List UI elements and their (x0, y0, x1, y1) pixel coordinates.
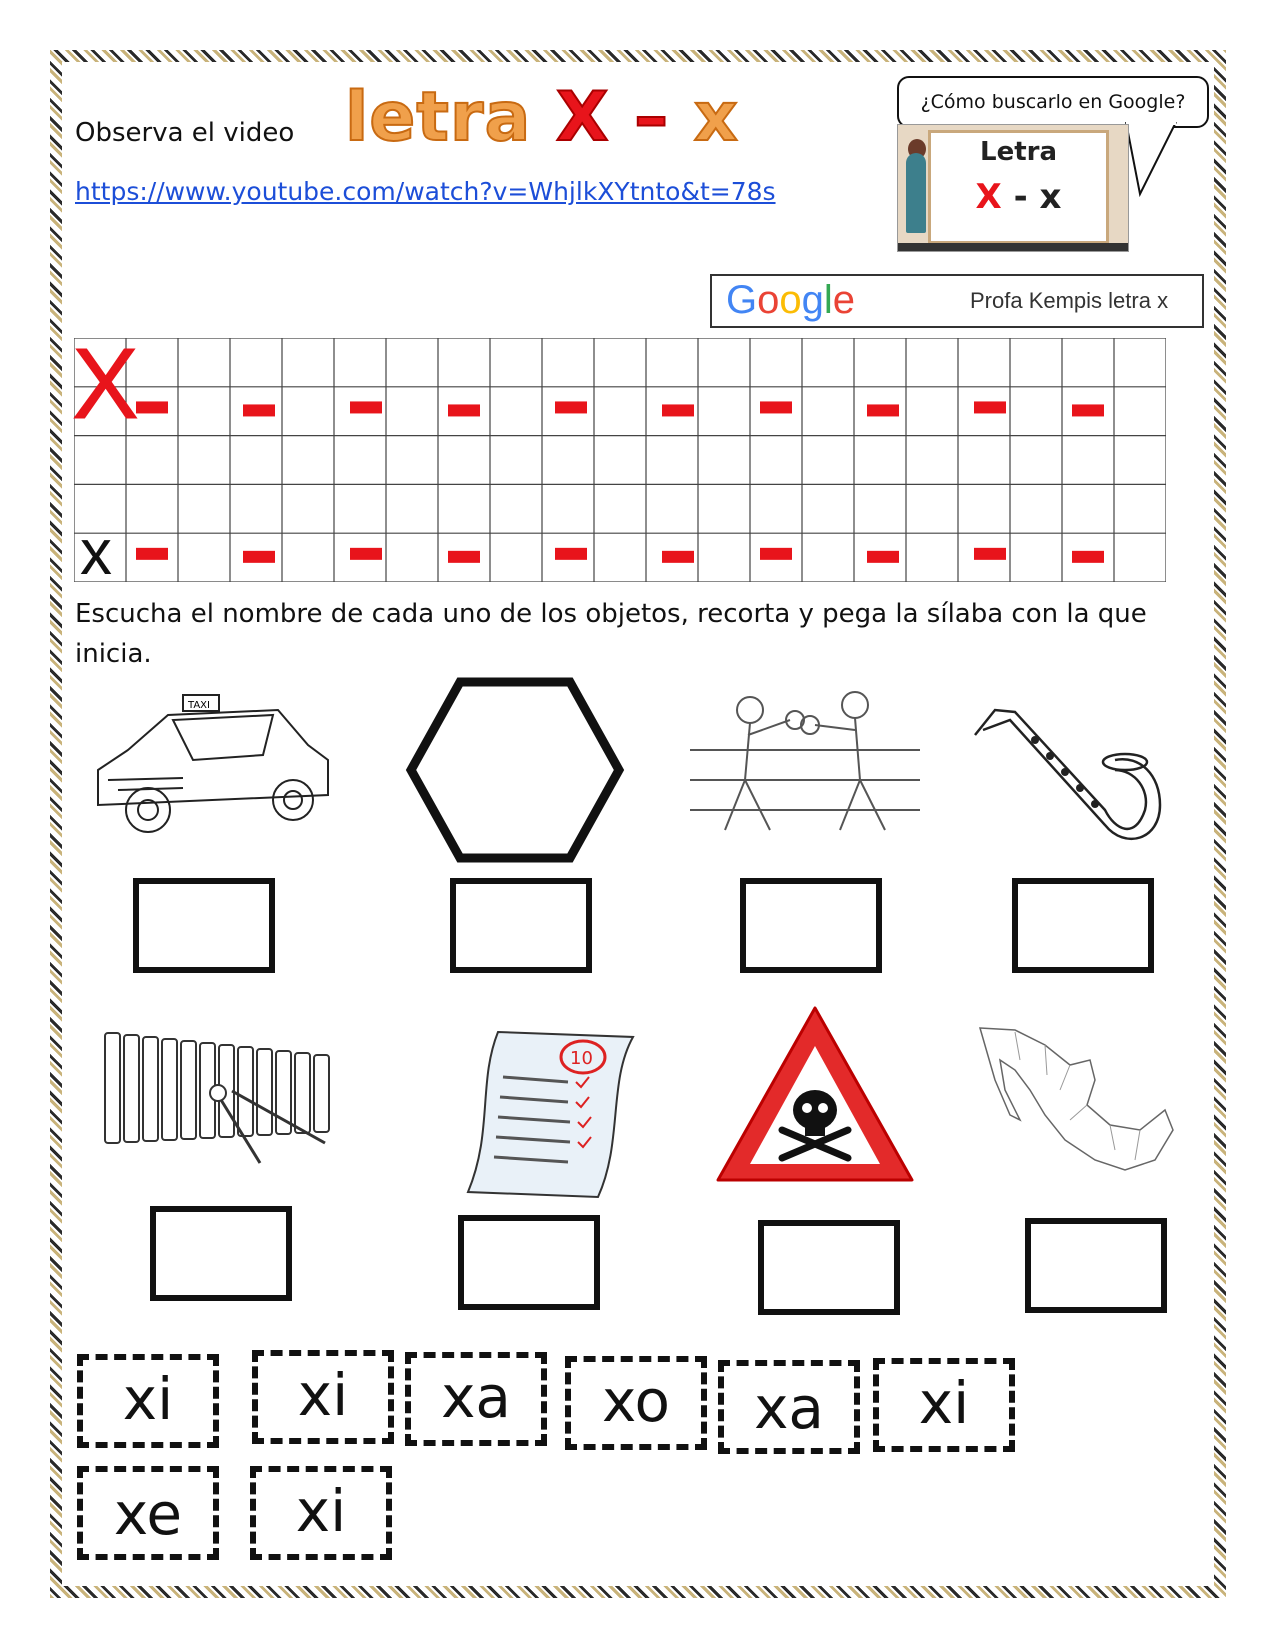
answer-box[interactable] (133, 878, 275, 973)
speech-bubble-tail (1120, 120, 1180, 200)
speech-bubble: ¿Cómo buscarlo en Google? (897, 76, 1209, 128)
svg-text:10: 10 (570, 1048, 593, 1069)
exam-icon (458, 1022, 648, 1202)
saxophone-icon (965, 690, 1165, 860)
video-progress-bar (898, 243, 1128, 251)
syllable-card[interactable]: xo (565, 1356, 707, 1450)
answer-box[interactable] (450, 878, 592, 973)
title-prefix: letra (345, 78, 557, 157)
grid-upper-x: X (72, 328, 139, 440)
xylophone-bar (162, 1039, 177, 1140)
page-title (345, 78, 739, 157)
svg-text:TAXI: TAXI (188, 700, 210, 711)
xylophone-bar (105, 1033, 120, 1143)
trace-dash (136, 548, 168, 560)
answer-box[interactable] (758, 1220, 900, 1315)
xylophone-bar (124, 1035, 139, 1142)
writing-grid (74, 338, 1166, 588)
trace-dash (243, 551, 275, 563)
syllable-card[interactable]: xi (252, 1350, 394, 1444)
trace-dash (662, 551, 694, 563)
trace-dash (662, 404, 694, 416)
trace-dash (136, 401, 168, 413)
xylophone-bar (295, 1053, 310, 1133)
trace-dash (974, 548, 1006, 560)
mexico-map-icon (975, 1020, 1175, 1190)
thumbnail-letters (931, 177, 1106, 217)
teacher-body-icon (906, 153, 926, 233)
syllable-card[interactable]: xi (250, 1466, 392, 1560)
thumbnail-sep: - (1001, 177, 1040, 217)
trace-dash (867, 404, 899, 416)
trace-dash (1072, 551, 1104, 563)
trace-dash (448, 551, 480, 563)
trace-dash (760, 401, 792, 413)
xylophone-bar (257, 1049, 272, 1135)
trace-dash (243, 404, 275, 416)
answer-box[interactable] (1025, 1218, 1167, 1313)
title-upper-x: X (556, 78, 610, 157)
thumbnail-upper: X (975, 177, 1002, 217)
title-dash: – (609, 78, 694, 157)
answer-box[interactable] (1012, 878, 1154, 973)
xylophone-icon (100, 1025, 340, 1175)
xylophone-bar (181, 1041, 196, 1139)
thumbnail-title: Letra (980, 137, 1057, 167)
xylophone-bar (143, 1037, 158, 1141)
google-search-box[interactable] (710, 274, 1204, 328)
syllable-card[interactable]: xi (77, 1354, 219, 1448)
search-query: Profa Kempis letra x (970, 288, 1169, 313)
observe-label: Observa el video (75, 118, 295, 148)
xylophone-bar (238, 1047, 253, 1136)
title-lower-x: x (693, 78, 739, 157)
answer-box[interactable] (458, 1215, 600, 1310)
xylophone-bar (314, 1055, 329, 1132)
trace-dash (350, 401, 382, 413)
taxi-icon (88, 690, 338, 850)
hexagon-icon (405, 676, 625, 864)
video-link[interactable]: https://www.youtube.com/watch?v=WhjlkXYtnto&t=78s (75, 177, 776, 206)
syllable-card[interactable]: xa (405, 1352, 547, 1446)
thumbnail-lower: x (1039, 177, 1062, 217)
answer-box[interactable] (740, 878, 882, 973)
video-thumbnail[interactable] (897, 124, 1129, 252)
trace-dash (555, 401, 587, 413)
trace-dash (555, 548, 587, 560)
trace-dash (1072, 404, 1104, 416)
trace-dash (974, 401, 1006, 413)
answer-box[interactable] (150, 1206, 292, 1301)
thumbnail-board (928, 130, 1109, 244)
syllable-card[interactable]: xa (718, 1360, 860, 1454)
boxers-icon (690, 680, 920, 850)
trace-dash (448, 404, 480, 416)
trace-dash (867, 551, 899, 563)
syllable-card[interactable]: xi (873, 1358, 1015, 1452)
trace-dash (760, 548, 792, 560)
google-logo: Google (726, 278, 856, 322)
syllable-card[interactable]: xe (77, 1466, 219, 1560)
toxic-sign-icon (710, 1000, 920, 1190)
trace-dash (350, 548, 382, 560)
instructions: Escucha el nombre de cada uno de los objetos, recorta y pega la sílaba con la que inicia. (75, 599, 1147, 669)
grid-lower-x: x (80, 516, 112, 588)
